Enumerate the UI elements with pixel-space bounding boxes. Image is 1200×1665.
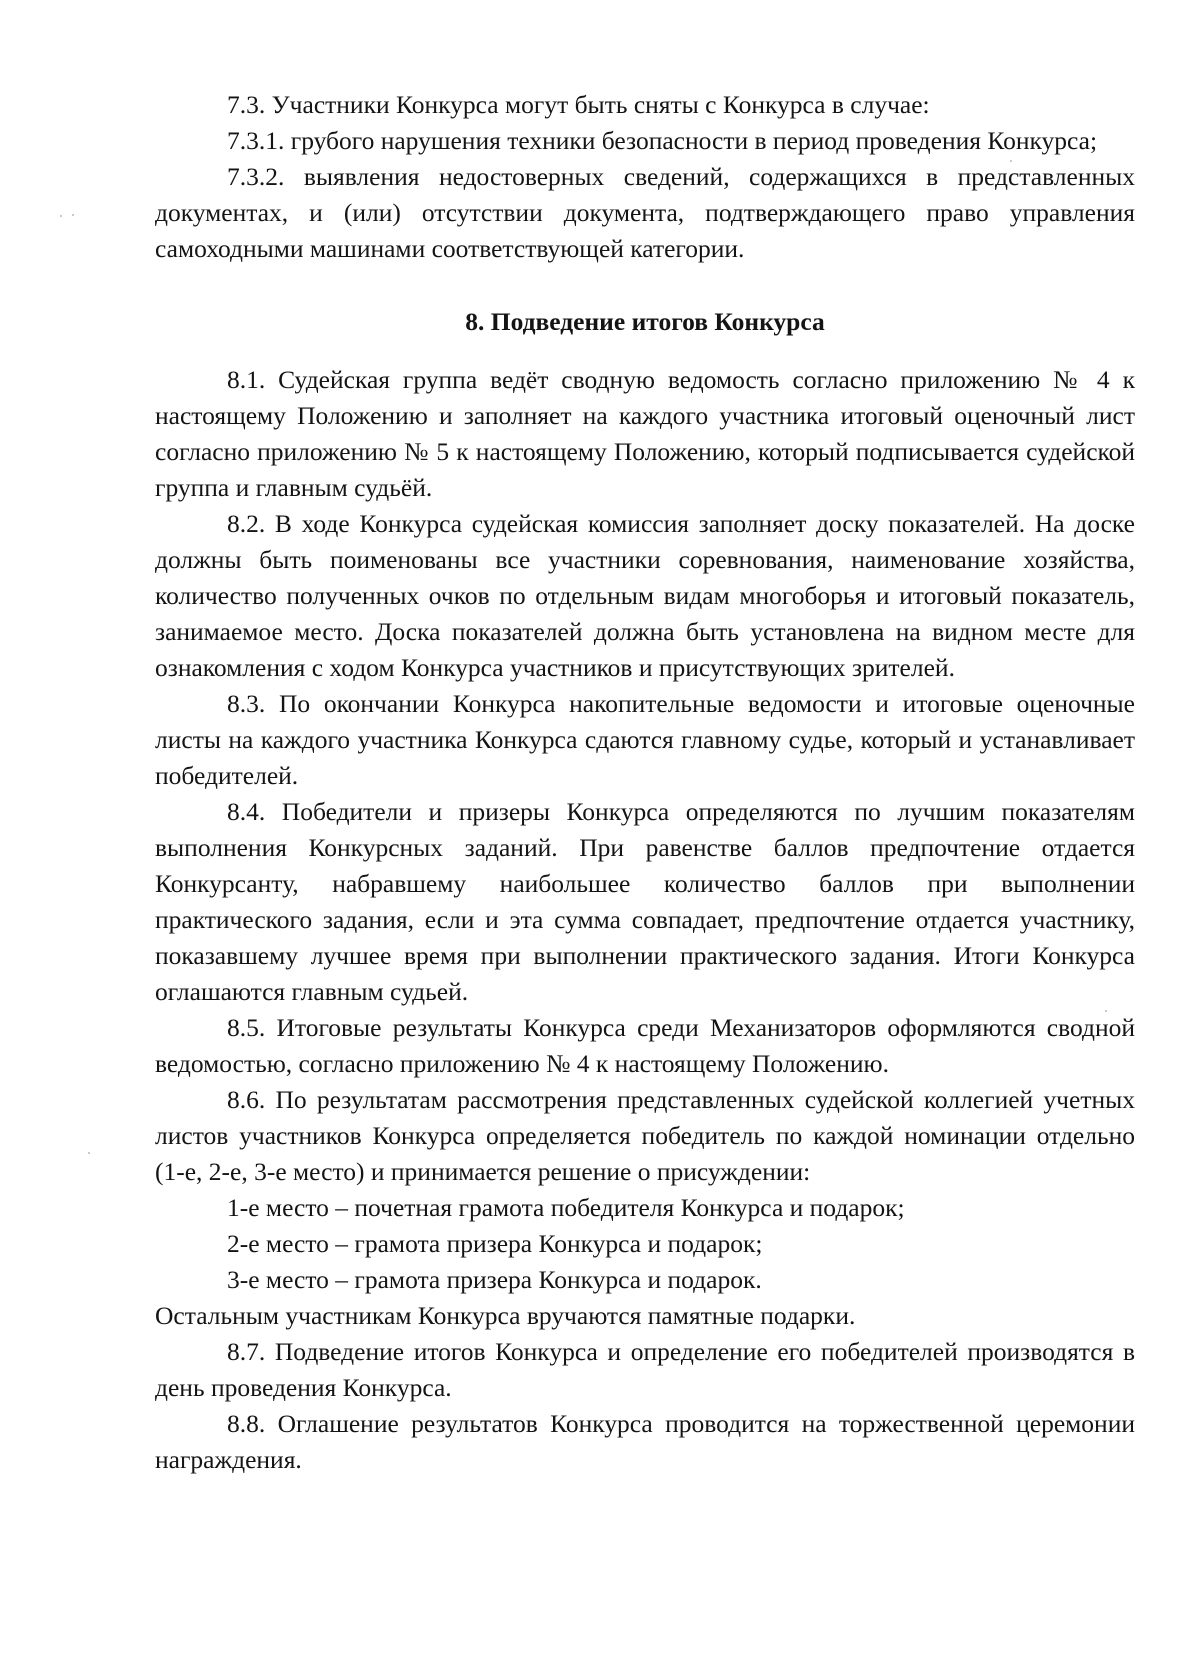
scan-speck <box>60 215 62 217</box>
paragraph-8-8: 8.8. Оглашение результатов Конкурса проводится на торжественной церемонии награждения. <box>155 1409 1135 1474</box>
paragraph-8-3: 8.3. По окончании Конкурса накопительные ведомости и итоговые оценочные листы на каждого участника Конкурса сдаются главному судье, который и устанавливает победителей. <box>155 689 1135 790</box>
scan-speck <box>1010 160 1012 162</box>
award-second-place: 2-е место – грамота призера Конкурса и подарок; <box>227 1229 763 1258</box>
other-participants: Остальным участникам Конкурса вручаются памятные подарки. <box>155 1301 856 1330</box>
paragraph-7-3: 7.3. Участники Конкурса могут быть сняты с Конкурса в случае: <box>227 90 930 119</box>
paragraph-7-3-1: 7.3.1. грубого нарушения техники безопасности в период проведения Конкурса; <box>227 126 1098 155</box>
scan-speck <box>1105 1010 1107 1012</box>
paragraph-8-7: 8.7. Подведение итогов Конкурса и определение его победителей производятся в день проведения Конкурса. <box>155 1337 1135 1402</box>
paragraph-8-6: 8.6. По результатам рассмотрения представленных судейской коллегией учетных листов участников Конкурса определяется победитель по каждой номинации отдельно (1-е, 2-е, 3-е место) и принимается решение о присуждении: <box>155 1085 1135 1186</box>
paragraph-8-1: 8.1. Судейская группа ведёт сводную ведомость согласно приложению № 4 к настоящему Положению и заполняет на каждого участника итоговый оценочный лист согласно приложению № 5 к настоящему Положению, который подписывается судейской группа и главным судьёй. <box>155 365 1135 502</box>
paragraph-7-3-2: 7.3.2. выявления недостоверных сведений, содержащихся в представленных документах, и (или) отсутствии документа, подтверждающего право управления самоходными машинами соответствующей категории. <box>155 162 1135 263</box>
scan-speck <box>72 214 74 216</box>
section-8-heading: 8. Подведение итогов Конкурса <box>465 307 825 336</box>
paragraph-8-5: 8.5. Итоговые результаты Конкурса среди Механизаторов оформляются сводной ведомостью, согласно приложению № 4 к настоящему Положению. <box>155 1013 1135 1078</box>
paragraph-8-4: 8.4. Победители и призеры Конкурса определяются по лучшим показателям выполнения Конкурсных заданий. При равенстве баллов предпочтение отдается Конкурсанту, набравшему наибольшее количество баллов при выполнении практического задания, если и эта сумма совпадает, предпочтение отдается участнику, показавшему лучшее время при выполнении практического задания. Итоги Конкурса оглашаются главным судьей. <box>155 797 1135 1006</box>
document-body <box>155 87 1135 1478</box>
award-third-place: 3-е место – грамота призера Конкурса и подарок. <box>227 1265 762 1294</box>
scan-speck <box>88 1152 90 1154</box>
award-first-place: 1-е место – почетная грамота победителя Конкурса и подарок; <box>227 1193 905 1222</box>
paragraph-8-2: 8.2. В ходе Конкурса судейская комиссия заполняет доску показателей. На доске должны быть поименованы все участники соревнования, наименование хозяйства, количество полученных очков по отдельным видам многоборья и итоговый показатель, занимаемое место. Доска показателей должна быть установлена на видном месте для ознакомления с ходом Конкурса участников и присутствующих зрителей. <box>155 509 1135 682</box>
